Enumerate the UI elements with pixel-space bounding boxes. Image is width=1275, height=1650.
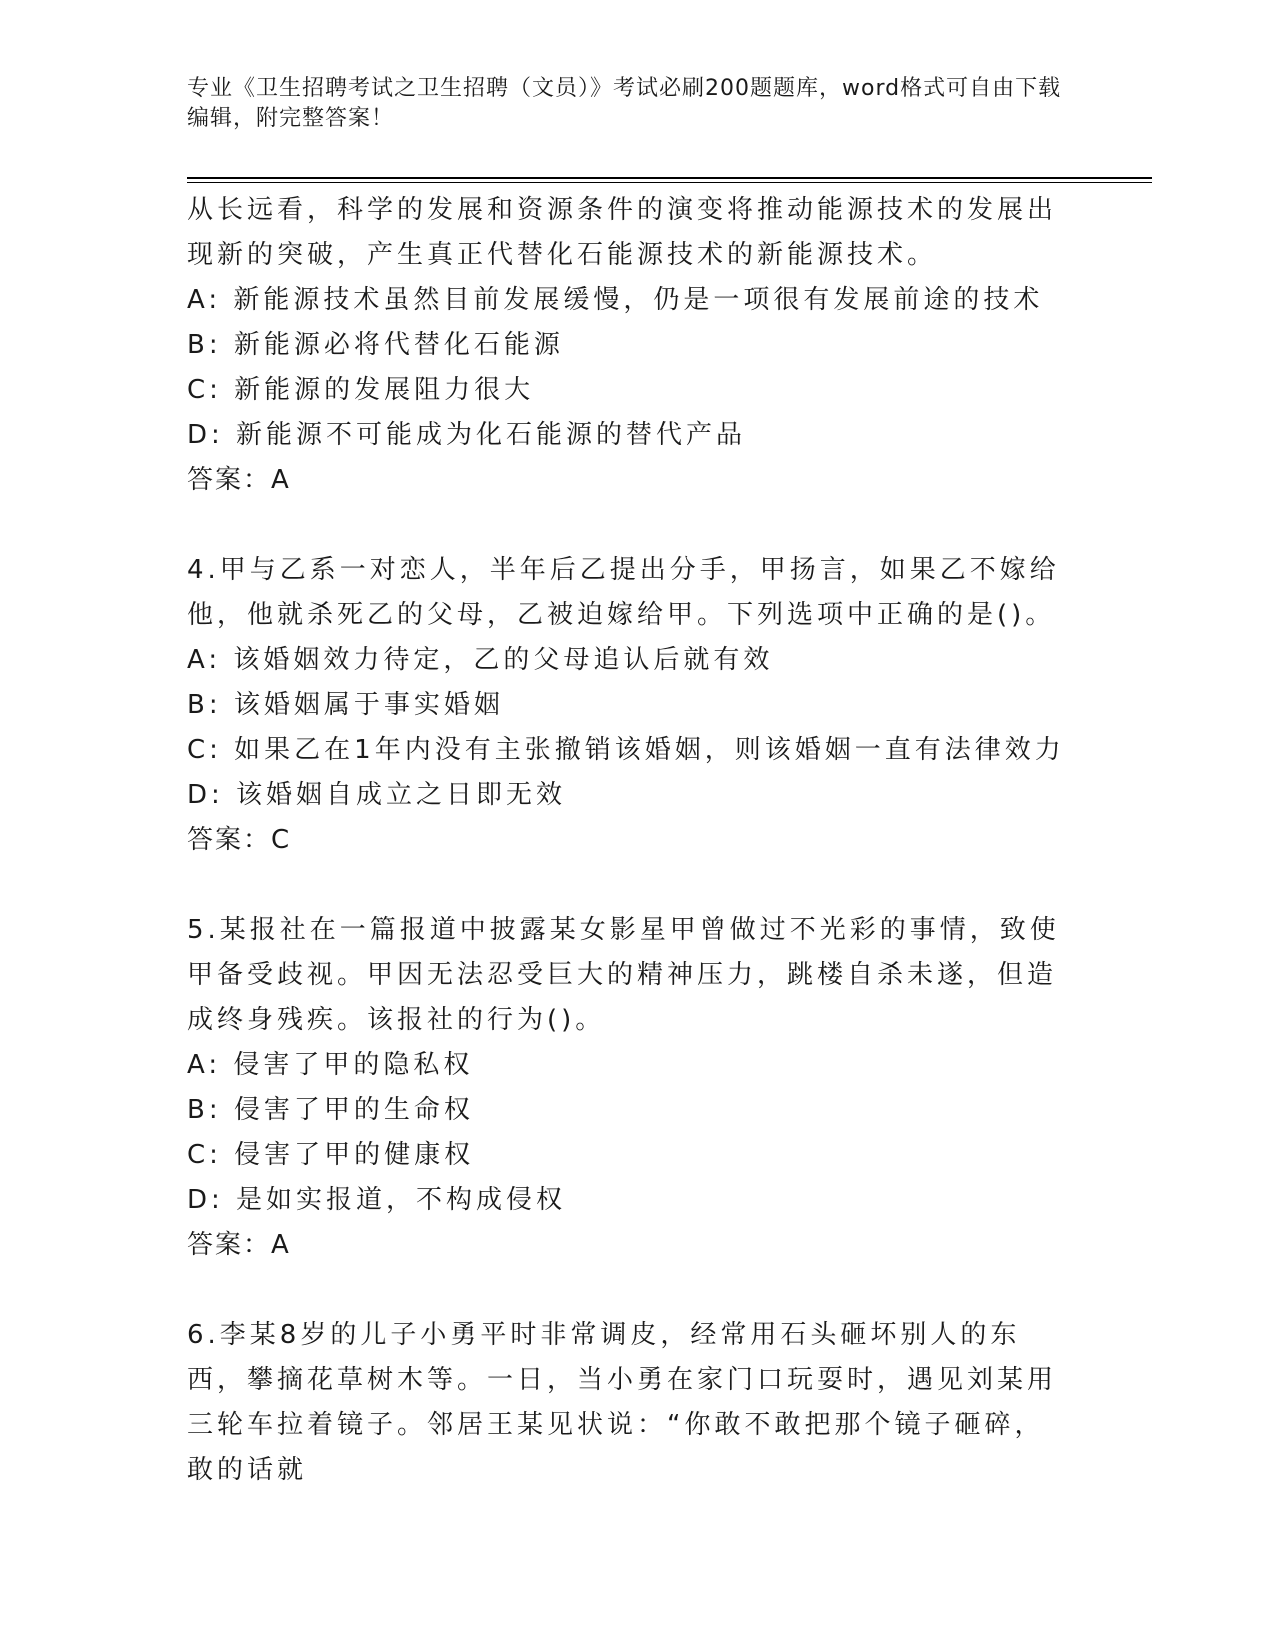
question-stem: 4.甲与乙系一对恋人，半年后乙提出分手，甲扬言，如果乙不嫁给他，他就杀死乙的父母，乙被迫嫁给甲。下列选项中正确的是()。 bbox=[187, 555, 1060, 630]
answer-line: 答案：A bbox=[187, 1230, 291, 1260]
question-stem: 5.某报社在一篇报道中披露某女影星甲曾做过不光彩的事情，致使甲备受歧视。甲因无法忍受巨大的精神压力，跳楼自杀未遂，但造成终身残疾。该报社的行为()。 bbox=[187, 915, 1060, 1035]
option-d: D: 该婚姻自成立之日即无效 bbox=[187, 780, 567, 810]
option-b: B: 该婚姻属于事实婚姻 bbox=[187, 690, 504, 720]
question-5 bbox=[187, 908, 1067, 1268]
header-divider-thick bbox=[187, 177, 1152, 179]
option-d: D: 新能源不可能成为化石能源的替代产品 bbox=[187, 420, 747, 450]
option-c: C: 新能源的发展阻力很大 bbox=[187, 375, 535, 405]
answer-line: 答案：A bbox=[187, 465, 291, 495]
question-stem: 从长远看，科学的发展和资源条件的演变将推动能源技术的发展出现新的突破，产生真正代替化石能源技术的新能源技术。 bbox=[187, 195, 1058, 270]
question-stem: 6.李某8岁的儿子小勇平时非常调皮，经常用石头砸坏别人的东西，攀摘花草树木等。一日，当小勇在家门口玩耍时，遇见刘某用三轮车拉着镜子。邻居王某见状说：“你敢不敢把那个镜子砸碎，敢的话就 bbox=[187, 1320, 1058, 1485]
question-spacer bbox=[187, 863, 1067, 908]
option-b: B: 侵害了甲的生命权 bbox=[187, 1095, 474, 1125]
question-3 bbox=[187, 188, 1067, 503]
document-header: 专业《卫生招聘考试之卫生招聘（文员）》考试必刷200题题库，word格式可自由下载编辑，附完整答案！ bbox=[187, 76, 1062, 131]
option-c: C: 如果乙在1年内没有主张撤销该婚姻，则该婚姻一直有法律效力 bbox=[187, 735, 1065, 765]
option-d: D: 是如实报道，不构成侵权 bbox=[187, 1185, 567, 1215]
question-4 bbox=[187, 548, 1067, 863]
question-spacer bbox=[187, 1268, 1067, 1313]
header-divider-thin bbox=[187, 182, 1152, 183]
answer-line: 答案：C bbox=[187, 825, 292, 855]
option-b: B: 新能源必将代替化石能源 bbox=[187, 330, 564, 360]
option-a: A: 新能源技术虽然目前发展缓慢，仍是一项很有发展前途的技术 bbox=[187, 285, 1044, 315]
option-c: C: 侵害了甲的健康权 bbox=[187, 1140, 475, 1170]
option-a: A: 该婚姻效力待定，乙的父母追认后就有效 bbox=[187, 645, 774, 675]
document-body bbox=[187, 188, 1067, 1493]
option-a: A: 侵害了甲的隐私权 bbox=[187, 1050, 474, 1080]
question-6 bbox=[187, 1313, 1067, 1493]
question-spacer bbox=[187, 503, 1067, 548]
